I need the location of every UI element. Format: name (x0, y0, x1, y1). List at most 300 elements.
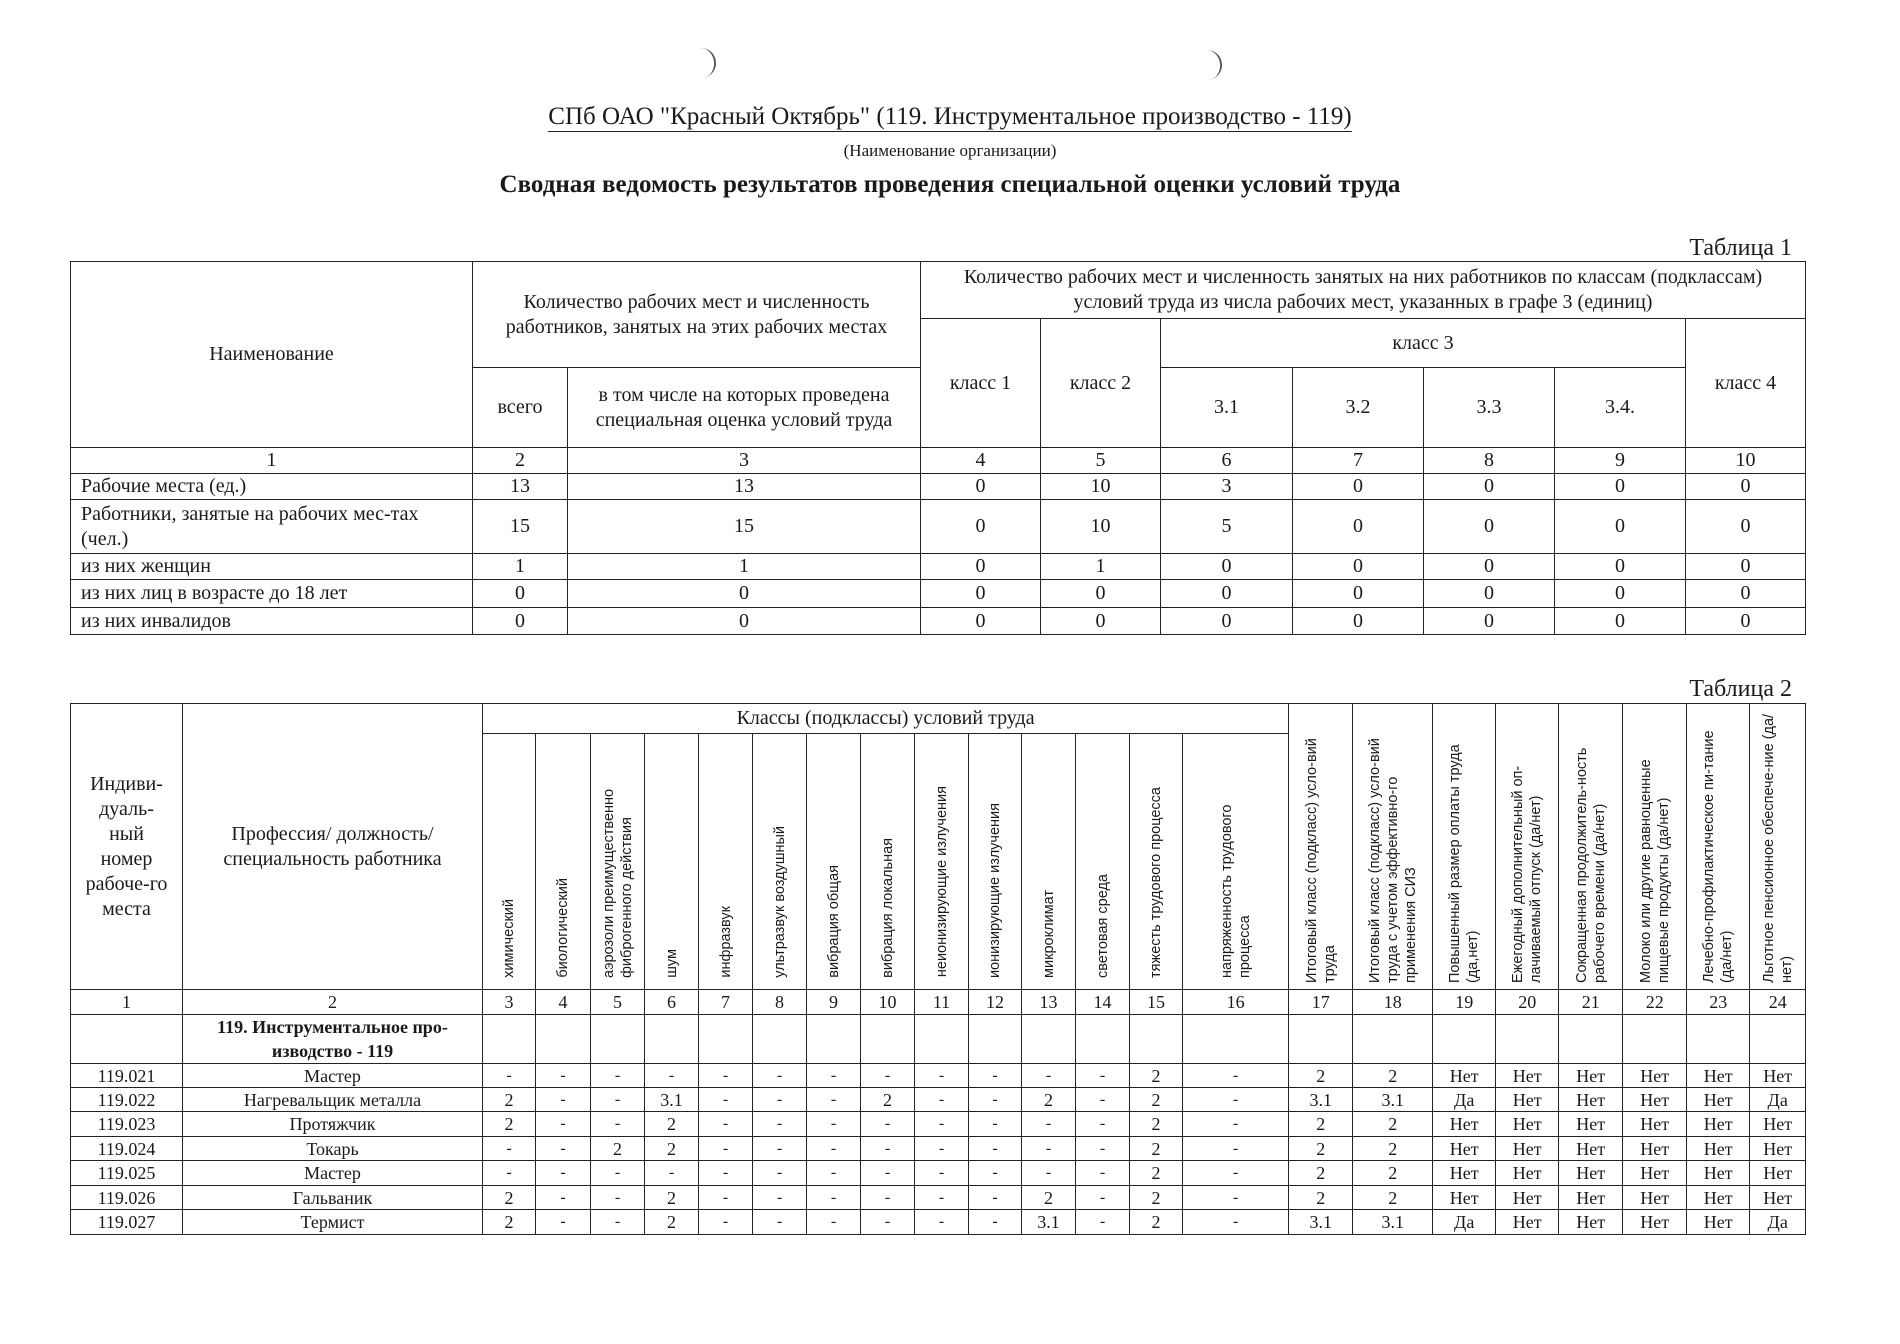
header-factor-microclimate: микроклимат (1022, 734, 1076, 990)
cell: - (591, 1161, 645, 1186)
cell: Да (1433, 1210, 1496, 1235)
cell: - (753, 1210, 807, 1235)
table-row (71, 1137, 1806, 1161)
cell: Нет (1623, 1064, 1687, 1088)
header-assessed: в том числе на которых проведена специальная оценка условий труда (568, 368, 921, 448)
cell: 0 (1424, 580, 1555, 608)
cell: - (807, 1186, 861, 1210)
row-label: Рабочие места (ед.) (71, 474, 473, 500)
cell: Нет (1433, 1186, 1496, 1210)
cell: 3.1 (1353, 1088, 1433, 1112)
table-row (71, 554, 1806, 580)
cell: - (915, 1112, 969, 1137)
cell: 0 (473, 580, 568, 608)
header-factor-vibration-general: вибрация общая (807, 734, 861, 990)
column-number: 17 (1289, 990, 1353, 1015)
cell: 0 (1161, 554, 1293, 580)
column-number: 1 (71, 448, 473, 474)
cell: Нет (1687, 1186, 1750, 1210)
table-row (71, 500, 1806, 554)
cell: - (1183, 1161, 1289, 1186)
cell: 2 (1353, 1161, 1433, 1186)
cell: - (861, 1137, 915, 1161)
column-number: 16 (1183, 990, 1289, 1015)
cell: - (915, 1064, 969, 1088)
cell: Нет (1623, 1088, 1687, 1112)
cell: 2 (1022, 1088, 1076, 1112)
cell: 2 (1289, 1186, 1353, 1210)
cell: Нет (1496, 1186, 1559, 1210)
cell: - (969, 1137, 1022, 1161)
header-factor-ultrasound: ультразвук воздушный (753, 734, 807, 990)
cell: - (536, 1088, 591, 1112)
column-number-row (71, 990, 1806, 1015)
cell: - (591, 1112, 645, 1137)
workplace-id: 119.026 (71, 1186, 183, 1210)
cell: 2 (591, 1137, 645, 1161)
column-number: 8 (753, 990, 807, 1015)
table-row (71, 1112, 1806, 1137)
cell: Нет (1750, 1161, 1806, 1186)
cell: 0 (921, 608, 1041, 635)
cell: - (1076, 1088, 1130, 1112)
cell: 0 (1555, 608, 1686, 635)
cell: 2 (1022, 1186, 1076, 1210)
table-row (71, 1210, 1806, 1235)
column-number: 4 (536, 990, 591, 1015)
cell: - (1076, 1210, 1130, 1235)
cell: 2 (1130, 1210, 1183, 1235)
cell: 2 (1130, 1161, 1183, 1186)
cell: - (915, 1088, 969, 1112)
column-number: 19 (1433, 990, 1496, 1015)
cell: 2 (483, 1210, 536, 1235)
header-summary-18: Итоговый класс (подкласс) усло-вий труда с учетом эффективно-го применения СИЗ (1353, 704, 1433, 990)
cell: Нет (1687, 1137, 1750, 1161)
column-number: 3 (483, 990, 536, 1015)
column-number: 3 (568, 448, 921, 474)
header-class-3: класс 3 (1161, 319, 1686, 368)
cell: - (1022, 1137, 1076, 1161)
column-number: 24 (1750, 990, 1806, 1015)
cell: Нет (1559, 1210, 1623, 1235)
profession: Термист (183, 1210, 483, 1235)
cell: 10 (1041, 500, 1161, 554)
cell: - (699, 1186, 753, 1210)
cell: - (807, 1088, 861, 1112)
cell: - (591, 1210, 645, 1235)
header-class-4: класс 4 (1686, 319, 1806, 448)
cell: - (1076, 1137, 1130, 1161)
cell: 0 (1161, 608, 1293, 635)
cell: - (483, 1137, 536, 1161)
column-number: 10 (861, 990, 915, 1015)
cell: 2 (1353, 1186, 1433, 1210)
cell: 0 (921, 500, 1041, 554)
column-number: 13 (1022, 990, 1076, 1015)
cell: 2 (861, 1088, 915, 1112)
cell: Нет (1687, 1112, 1750, 1137)
organization-caption: (Наименование организации) (843, 141, 1057, 160)
column-number: 2 (473, 448, 568, 474)
header-summary-17: Итоговый класс (подкласс) усло-вий труда (1289, 704, 1353, 990)
cell: - (753, 1137, 807, 1161)
cell: - (536, 1064, 591, 1088)
cell: 3.1 (1022, 1210, 1076, 1235)
cell: 0 (1424, 608, 1555, 635)
cell: 0 (1161, 580, 1293, 608)
cell: - (753, 1064, 807, 1088)
table-row (71, 1088, 1806, 1112)
cell: 0 (1424, 500, 1555, 554)
row-label: из них инвалидов (71, 608, 473, 635)
column-number: 14 (1076, 990, 1130, 1015)
cell: 2 (1353, 1112, 1433, 1137)
header-workplace-id: Индиви-дуаль-ный номер рабоче-го места (71, 704, 183, 990)
workplace-id: 119.022 (71, 1088, 183, 1112)
cell: 0 (1686, 580, 1806, 608)
cell: Нет (1687, 1064, 1750, 1088)
cell: 2 (1130, 1064, 1183, 1088)
scan-mark (1204, 48, 1224, 80)
cell: - (1183, 1088, 1289, 1112)
header-class-2: класс 2 (1041, 319, 1161, 448)
table-row (71, 1064, 1806, 1088)
cell: 2 (1130, 1137, 1183, 1161)
column-number: 7 (699, 990, 753, 1015)
column-number: 6 (1161, 448, 1293, 474)
cell: - (1183, 1137, 1289, 1161)
cell: Нет (1433, 1064, 1496, 1088)
cell: 0 (921, 580, 1041, 608)
cell: - (591, 1186, 645, 1210)
header-factor-ionizing: ионизирующие излучения (969, 734, 1022, 990)
cell: 3.1 (1289, 1210, 1353, 1235)
section-title: 119. Инструментальное про-изводство - 119 (183, 1015, 483, 1064)
header-class-3-4: 3.4. (1555, 368, 1686, 448)
cell: 0 (1686, 500, 1806, 554)
cell: - (591, 1088, 645, 1112)
cell: 0 (1293, 554, 1424, 580)
cell: - (807, 1064, 861, 1088)
header-factor-biological: биологический (536, 734, 591, 990)
section-row (71, 1015, 1806, 1064)
cell: - (645, 1161, 699, 1186)
cell: - (1076, 1064, 1130, 1088)
cell: Нет (1623, 1137, 1687, 1161)
organization-name: СПб ОАО "Красный Октябрь" (119. Инструментальное производство - 119) (548, 103, 1352, 130)
cell: Нет (1750, 1186, 1806, 1210)
cell: 2 (645, 1210, 699, 1235)
column-number: 5 (1041, 448, 1161, 474)
cell: - (807, 1112, 861, 1137)
cell: 0 (1555, 474, 1686, 500)
header-factor-chemical: химический (483, 734, 536, 990)
cell: 3.1 (1353, 1210, 1433, 1235)
cell: Нет (1750, 1137, 1806, 1161)
cell: 2 (1289, 1112, 1353, 1137)
cell: Нет (1433, 1137, 1496, 1161)
cell: - (753, 1186, 807, 1210)
column-number: 2 (183, 990, 483, 1015)
cell: Нет (1496, 1112, 1559, 1137)
cell: Нет (1433, 1161, 1496, 1186)
cell: 2 (1130, 1088, 1183, 1112)
cell: Да (1750, 1088, 1806, 1112)
cell: 2 (645, 1112, 699, 1137)
cell: 13 (568, 474, 921, 500)
cell: - (969, 1210, 1022, 1235)
column-number: 10 (1686, 448, 1806, 474)
cell: 0 (568, 580, 921, 608)
cell: 15 (473, 500, 568, 554)
column-number: 21 (1559, 990, 1623, 1015)
workplace-id: 119.027 (71, 1210, 183, 1235)
cell: 2 (483, 1186, 536, 1210)
header-total: всего (473, 368, 568, 448)
cell: - (699, 1161, 753, 1186)
cell: 0 (473, 608, 568, 635)
cell: 0 (1293, 580, 1424, 608)
cell: Нет (1496, 1137, 1559, 1161)
workplace-id: 119.025 (71, 1161, 183, 1186)
cell: - (1183, 1186, 1289, 1210)
cell: - (861, 1186, 915, 1210)
cell: 0 (1424, 474, 1555, 500)
cell: - (536, 1186, 591, 1210)
header-summary-24: Льготное пенсионное обеспече-ние (да/нет) (1750, 704, 1806, 990)
cell: 0 (1041, 580, 1161, 608)
cell: - (861, 1112, 915, 1137)
cell: - (969, 1064, 1022, 1088)
cell: - (861, 1210, 915, 1235)
header-factor-infrasound: инфразвук (699, 734, 753, 990)
document-title: Сводная ведомость результатов проведения специальной оценки условий труда (499, 171, 1401, 198)
cell: - (807, 1210, 861, 1235)
cell: 2 (1353, 1064, 1433, 1088)
header-factor-vibration-local: вибрация локальная (861, 734, 915, 990)
cell: - (861, 1161, 915, 1186)
column-number: 20 (1496, 990, 1559, 1015)
cell: 0 (1293, 474, 1424, 500)
cell: - (483, 1161, 536, 1186)
cell: - (915, 1210, 969, 1235)
cell: Нет (1623, 1112, 1687, 1137)
header-profession: Профессия/ должность/ специальность работника (183, 704, 483, 990)
cell: - (807, 1161, 861, 1186)
cell: - (699, 1210, 753, 1235)
cell: 2 (645, 1186, 699, 1210)
column-number: 6 (645, 990, 699, 1015)
cell: Нет (1496, 1161, 1559, 1186)
header-summary-21: Сокращенная продолжитель-ность рабочего времени (да/нет) (1559, 704, 1623, 990)
cell: Нет (1687, 1210, 1750, 1235)
cell: Нет (1559, 1161, 1623, 1186)
profession: Мастер (183, 1161, 483, 1186)
cell: 2 (645, 1137, 699, 1161)
workplace-id: 119.024 (71, 1137, 183, 1161)
cell: 3.1 (645, 1088, 699, 1112)
profession: Нагревальщик металла (183, 1088, 483, 1112)
cell: 0 (1686, 554, 1806, 580)
cell: Да (1750, 1210, 1806, 1235)
cell: - (1022, 1112, 1076, 1137)
column-number: 5 (591, 990, 645, 1015)
cell: 0 (1686, 474, 1806, 500)
cell: 10 (1041, 474, 1161, 500)
cell: Нет (1559, 1137, 1623, 1161)
cell: 2 (1289, 1137, 1353, 1161)
cell: - (699, 1112, 753, 1137)
cell: 0 (1555, 500, 1686, 554)
cell: - (1183, 1064, 1289, 1088)
cell: 0 (1686, 608, 1806, 635)
cell: - (753, 1088, 807, 1112)
cell: Нет (1623, 1210, 1687, 1235)
table1-label: Таблица 1 (1689, 235, 1792, 261)
cell: Нет (1623, 1161, 1687, 1186)
row-label: из них лиц в возрасте до 18 лет (71, 580, 473, 608)
header-summary-22: Молоко или другие равноценные пищевые продукты (да/нет) (1623, 704, 1687, 990)
column-number: 12 (969, 990, 1022, 1015)
cell: - (915, 1161, 969, 1186)
organization-title (0, 103, 1900, 131)
header-workplaces-group: Количество рабочих мест и численность работников, занятых на этих рабочих местах (473, 262, 921, 368)
cell: - (753, 1161, 807, 1186)
cell: - (1022, 1064, 1076, 1088)
cell: 0 (921, 474, 1041, 500)
column-number: 1 (71, 990, 183, 1015)
cell: Нет (1623, 1186, 1687, 1210)
cell: 2 (1289, 1064, 1353, 1088)
workplace-id: 119.023 (71, 1112, 183, 1137)
cell: 1 (1041, 554, 1161, 580)
cell: - (1022, 1161, 1076, 1186)
cell: - (591, 1064, 645, 1088)
cell: Нет (1433, 1112, 1496, 1137)
cell: Нет (1750, 1064, 1806, 1088)
table-row (71, 1161, 1806, 1186)
workplace-id: 119.021 (71, 1064, 183, 1088)
cell: - (699, 1137, 753, 1161)
cell: 2 (483, 1112, 536, 1137)
cell: 0 (1293, 500, 1424, 554)
profession: Мастер (183, 1064, 483, 1088)
cell: 3.1 (1289, 1088, 1353, 1112)
cell: - (753, 1112, 807, 1137)
column-number: 7 (1293, 448, 1424, 474)
header-factor-lighting: световая среда (1076, 734, 1130, 990)
cell: - (861, 1064, 915, 1088)
cell: 0 (921, 554, 1041, 580)
cell: - (483, 1064, 536, 1088)
header-factor-nonionizing: неионизирующие излучения (915, 734, 969, 990)
header-factor-noise: шум (645, 734, 699, 990)
cell: - (1183, 1210, 1289, 1235)
cell: - (915, 1137, 969, 1161)
cell: - (645, 1064, 699, 1088)
cell: 3 (1161, 474, 1293, 500)
cell: - (969, 1112, 1022, 1137)
cell: 2 (1130, 1186, 1183, 1210)
cell: 1 (473, 554, 568, 580)
header-summary-19: Повышенный размер оплаты труда (да,нет) (1433, 704, 1496, 990)
cell: - (969, 1186, 1022, 1210)
cell: - (1183, 1112, 1289, 1137)
summary-table-1 (70, 261, 1806, 635)
cell: Нет (1559, 1112, 1623, 1137)
cell: - (536, 1161, 591, 1186)
cell: - (536, 1112, 591, 1137)
cell: 2 (1130, 1112, 1183, 1137)
column-number: 8 (1424, 448, 1555, 474)
cell: Нет (1559, 1064, 1623, 1088)
cell: - (536, 1137, 591, 1161)
cell: - (699, 1088, 753, 1112)
cell: - (699, 1064, 753, 1088)
column-number: 23 (1687, 990, 1750, 1015)
table-row (71, 580, 1806, 608)
cell: 0 (1424, 554, 1555, 580)
cell: 0 (568, 608, 921, 635)
header-class-3-1: 3.1 (1161, 368, 1293, 448)
table-row (71, 474, 1806, 500)
header-factor-labor-intensity: напряженность трудового процесса (1183, 734, 1289, 990)
header-factor-labor-severity: тяжесть трудового процесса (1130, 734, 1183, 990)
cell: Нет (1750, 1112, 1806, 1137)
cell: - (1076, 1112, 1130, 1137)
cell: - (1076, 1186, 1130, 1210)
profession: Гальваник (183, 1186, 483, 1210)
column-number: 15 (1130, 990, 1183, 1015)
header-classes-group: Количество рабочих мест и численность занятых на них работников по классам (подклассам) условий труда из числа рабочих мест, указанных в графе 3 (единиц) (921, 262, 1806, 319)
header-class-3-2: 3.2 (1293, 368, 1424, 448)
cell: 15 (568, 500, 921, 554)
scan-mark (698, 46, 718, 78)
column-number: 11 (915, 990, 969, 1015)
cell: Нет (1687, 1161, 1750, 1186)
cell: 5 (1161, 500, 1293, 554)
cell: Нет (1496, 1064, 1559, 1088)
cell: 0 (1555, 580, 1686, 608)
cell: 2 (1353, 1137, 1433, 1161)
cell: 0 (1041, 608, 1161, 635)
cell: Да (1433, 1088, 1496, 1112)
column-number: 22 (1623, 990, 1687, 1015)
header-class-1: класс 1 (921, 319, 1041, 448)
header-classes-group: Классы (подклассы) условий труда (483, 704, 1289, 734)
cell: - (536, 1210, 591, 1235)
cell: - (969, 1161, 1022, 1186)
cell: Нет (1496, 1088, 1559, 1112)
cell: Нет (1496, 1210, 1559, 1235)
cell: - (807, 1137, 861, 1161)
table-row (71, 608, 1806, 635)
cell: Нет (1687, 1088, 1750, 1112)
summary-table-2 (70, 703, 1806, 1235)
header-class-3-3: 3.3 (1424, 368, 1555, 448)
cell: 0 (1293, 608, 1424, 635)
row-label: Работники, занятые на рабочих мес-тах (чел.) (71, 500, 473, 554)
table2-label: Таблица 2 (1689, 676, 1792, 702)
cell: 2 (1289, 1161, 1353, 1186)
cell: Нет (1559, 1186, 1623, 1210)
cell: 13 (473, 474, 568, 500)
cell: 1 (568, 554, 921, 580)
column-number: 4 (921, 448, 1041, 474)
header-factor-aerosols: аэрозоли преимущественно фиброгенного действия (591, 734, 645, 990)
profession: Протяжчик (183, 1112, 483, 1137)
